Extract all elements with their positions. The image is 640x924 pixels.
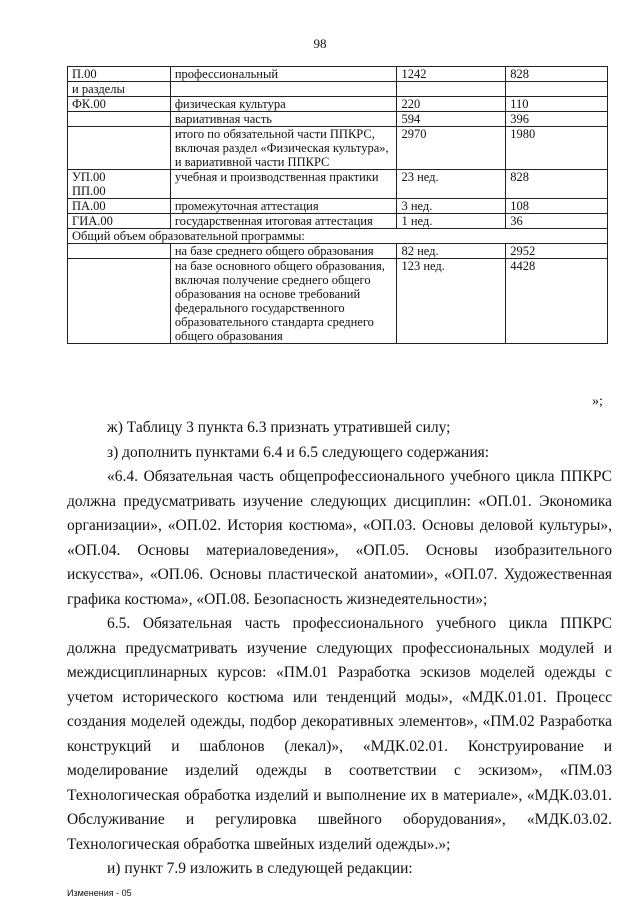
- table-row: [68, 67, 608, 82]
- table-cell-code: [68, 244, 171, 259]
- table-cell-weeks: [397, 82, 506, 97]
- table-cell-weeks: 1242: [397, 67, 506, 82]
- table-row: [68, 214, 608, 229]
- table-cell-hours: 36: [506, 214, 608, 229]
- table-cell-weeks: 220: [397, 97, 506, 112]
- table-cell-code: и разделы: [68, 82, 171, 97]
- table-row: [68, 229, 608, 244]
- table-cell-name: на базе среднего общего образования: [170, 244, 397, 259]
- amendment-text: [67, 416, 612, 882]
- table-cell-name: государственная итоговая аттестация: [170, 214, 397, 229]
- table-cell-code: ФК.00: [68, 97, 171, 112]
- table-row: [68, 82, 608, 97]
- table-cell-name: вариативная часть: [170, 112, 397, 127]
- table-cell-code: [68, 127, 171, 170]
- table-cell-name: итого по обязательной части ППКРС, включая раздел «Физическая культура», и вариативной части ППКРС: [170, 127, 397, 170]
- table-cell-name: на базе основного общего образования, включая получение среднего общего образования на основе требований федерального государственного образовательного стандарта среднего общего образования: [170, 259, 397, 344]
- paragraph: 6.5. Обязательная часть профессионального учебного цикла ППКРС должна предусматривать изучение следующих профессиональных модулей и междисциплинарных курсов: «ПМ.01 Разработка эскизов моделей одежды с учетом исторического костюма или тенденций моды», «МДК.01.01. Процесс создания моделей одежды, подбор декоративных элементов», «ПМ.02 Разработка конструкций и шаблонов (лекал)», «МДК.02.01. Конструирование и моделирование изделий одежды в соответствии с эскизом», «ПМ.03 Технологическая обработка изделий и выполнение их в материале», «МДК.03.01. Обслуживание и регулировка швейного оборудования», «МДК.03.02. Технологическая обработка швейных изделий одежды».»;: [67, 615, 612, 853]
- table-cell-code: [68, 112, 171, 127]
- table-cell-code: ПА.00: [68, 199, 171, 214]
- table-cell-hours: 828: [506, 170, 608, 199]
- paragraph: ж) Таблицу 3 пункта 6.3 признать утратившей силу;: [107, 419, 451, 436]
- table-section-heading: Общий объем образовательной программы:: [68, 229, 608, 244]
- paragraph: «6.4. Обязательная часть общепрофессионального учебного цикла ППКРС должна предусматривать изучение следующих дисциплин: «ОП.01. Экономика организации», «ОП.02. История костюма», «ОП.03. Основы деловой культуры», «ОП.04. Основы материаловедения», «ОП.05. Основы изобразительного искусства», «ОП.06. Основы пластической анатомии», «ОП.07. Художественная графика костюма», «ОП.08. Безопасность жизнедеятельности»;: [67, 468, 612, 608]
- table-cell-weeks: 23 нед.: [397, 170, 506, 199]
- table-cell-name: физическая культура: [170, 97, 397, 112]
- table-cell-hours: 2952: [506, 244, 608, 259]
- table-row: [68, 170, 608, 199]
- table-cell-hours: 110: [506, 97, 608, 112]
- table-cell-hours: 396: [506, 112, 608, 127]
- paragraph: и) пункт 7.9 изложить в следующей редакции:: [107, 860, 413, 877]
- page-number: 98: [313, 36, 327, 51]
- table-row: [68, 199, 608, 214]
- table-cell-hours: 108: [506, 199, 608, 214]
- table-cell-weeks: 82 нед.: [397, 244, 506, 259]
- table-row: [68, 244, 608, 259]
- table-cell-weeks: 2970: [397, 127, 506, 170]
- table-cell-name: профессиональный: [170, 67, 397, 82]
- table-cell-weeks: 3 нед.: [397, 199, 506, 214]
- table-row: [68, 259, 608, 344]
- curriculum-table: [67, 66, 608, 344]
- paragraph: з) дополнить пунктами 6.4 и 6.5 следующего содержания:: [107, 443, 490, 461]
- table-cell-weeks: 123 нед.: [397, 259, 506, 344]
- table-cell-weeks: 1 нед.: [397, 214, 506, 229]
- table-cell-name: промежуточная аттестация: [170, 199, 397, 214]
- table-cell-hours: [506, 82, 608, 97]
- table-cell-name: [170, 82, 397, 97]
- table-cell-hours: 1980: [506, 127, 608, 170]
- table-cell-code: [68, 259, 171, 344]
- table-cell-code: УП.00 ПП.00: [68, 170, 171, 199]
- table-closing-mark: »;: [592, 394, 603, 409]
- table-cell-code: ГИА.00: [68, 214, 171, 229]
- table-row: [68, 127, 608, 170]
- table-row: [68, 97, 608, 112]
- table-row: [68, 112, 608, 127]
- table-cell-code: П.00: [68, 67, 171, 82]
- table-cell-name: учебная и производственная практики: [170, 170, 397, 199]
- footer-note: Изменения - 05: [67, 888, 132, 898]
- table-cell-hours: 828: [506, 67, 608, 82]
- table-cell-weeks: 594: [397, 112, 506, 127]
- table-cell-hours: 4428: [506, 259, 608, 344]
